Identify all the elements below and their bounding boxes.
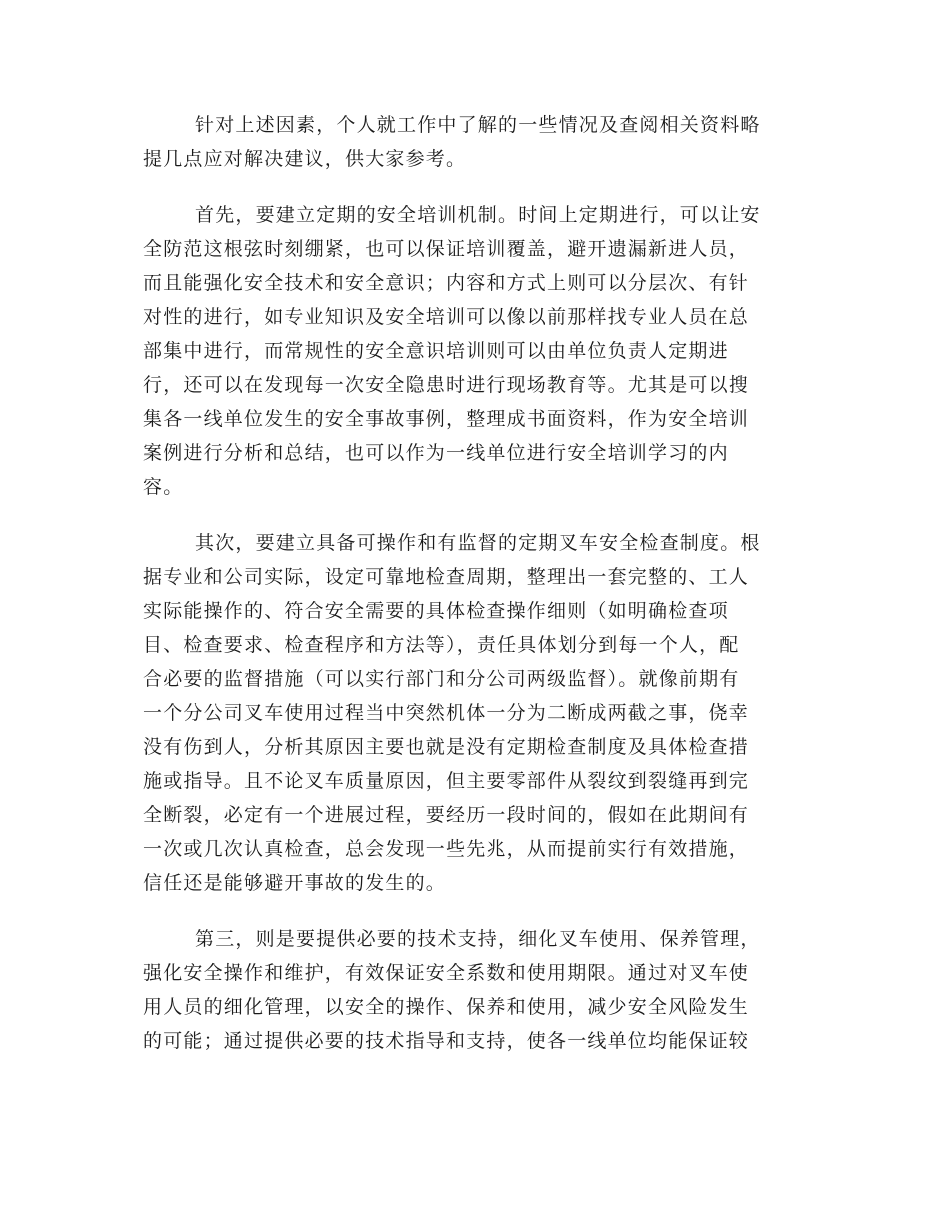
text-line: 强化安全操作和维护，有效保证安全系数和使用期限。通过对叉车使 xyxy=(143,962,750,984)
text-line: 一次或几次认真检查，总会发现一些先兆，从而提前实行有效措施， xyxy=(143,838,750,860)
text-line: 没有伤到人，分析其原因主要也就是没有定期检查制度及具体检查措 xyxy=(143,736,750,758)
text-line: 全断裂，必定有一个进展过程，要经历一段时间的，假如在此期间有 xyxy=(143,804,750,826)
text-line: 第三，则是要提供必要的技术支持，细化叉车使用、保养管理， xyxy=(195,928,761,950)
text-line: 集各一线单位发生的安全事故事例，整理成书面资料，作为安全培训 xyxy=(143,408,750,430)
text-line: 容。 xyxy=(143,476,184,498)
paragraph-third xyxy=(143,922,808,1058)
paragraph-intro xyxy=(143,108,808,176)
text-line: 合必要的监督措施（可以实行部门和分公司两级监督）。就像前期有 xyxy=(143,668,740,690)
text-line: 对性的进行，如专业知识及安全培训可以像以前那样找专业人员在总 xyxy=(143,306,750,328)
text-line: 施或指导。且不论叉车质量原因，但主要零部件从裂纹到裂缝再到完 xyxy=(143,770,750,792)
text-line: 部集中进行，而常规性的安全意识培训则可以由单位负责人定期进 xyxy=(143,340,729,362)
text-line: 首先，要建立定期的安全培训机制。时间上定期进行，可以让安 xyxy=(195,204,761,226)
document-body xyxy=(143,108,808,1080)
text-line: 实际能操作的、符合安全需要的具体检查操作细则（如明确检查项 xyxy=(143,600,729,622)
paragraph-second xyxy=(143,526,808,900)
text-line: 用人员的细化管理，以安全的操作、保养和使用，减少安全风险发生 xyxy=(143,996,750,1018)
text-line: 全防范这根弦时刻绷紧，也可以保证培训覆盖，避开遗漏新进人员， xyxy=(143,238,750,260)
text-line: 其次，要建立具备可操作和有监督的定期叉车安全检查制度。根 xyxy=(195,532,761,554)
text-line: 案例进行分析和总结，也可以作为一线单位进行安全培训学习的内 xyxy=(143,442,729,464)
text-line: 的可能；通过提供必要的技术指导和支持，使各一线单位均能保证较 xyxy=(143,1030,750,1052)
text-line: 一个分公司叉车使用过程当中突然机体一分为二断成两截之事，侥幸 xyxy=(143,702,750,724)
text-line: 信任还是能够避开事故的发生的。 xyxy=(143,872,447,894)
text-line: 行，还可以在发现每一次安全隐患时进行现场教育等。尤其是可以搜 xyxy=(143,374,750,396)
text-line: 针对上述因素，个人就工作中了解的一些情况及查阅相关资料略 xyxy=(195,114,761,136)
text-line: 而且能强化安全技术和安全意识；内容和方式上则可以分层次、有针 xyxy=(143,272,750,294)
text-line: 据专业和公司实际，设定可靠地检查周期，整理出一套完整的、工人 xyxy=(143,566,750,588)
paragraph-first xyxy=(143,198,808,504)
text-line: 提几点应对解决建议，供大家参考。 xyxy=(143,148,467,170)
text-line: 目、检查要求、检查程序和方法等），责任具体划分到每一个人，配 xyxy=(143,634,740,656)
